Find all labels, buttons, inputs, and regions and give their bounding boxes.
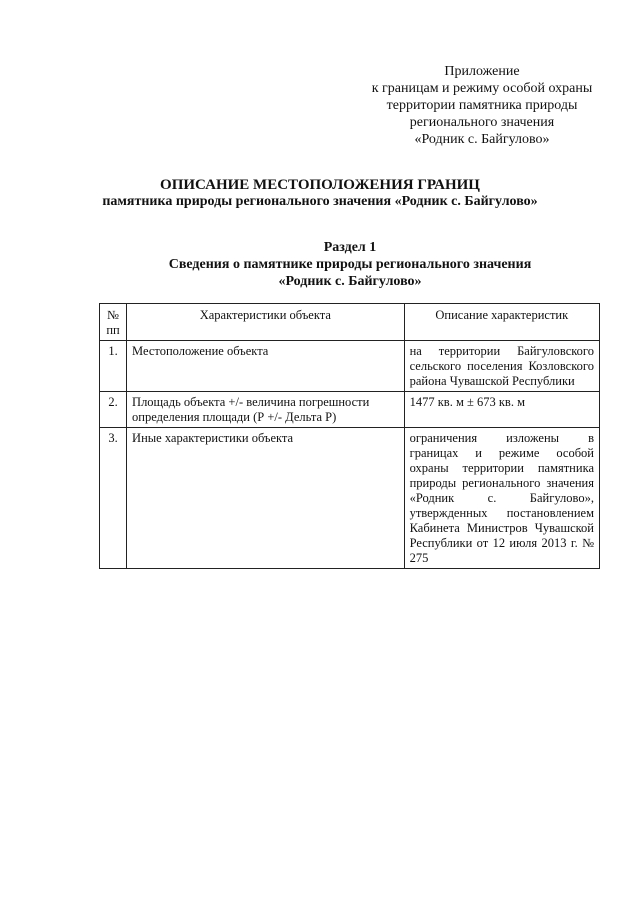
row-characteristic: Местоположение объекта	[127, 341, 405, 392]
row-description: на территории Байгуловского сельского поселения Козловского района Чувашской Республики	[404, 341, 599, 392]
table-row	[100, 341, 600, 392]
document-title: ОПИСАНИЕ МЕСТОПОЛОЖЕНИЯ ГРАНИЦ	[160, 177, 480, 193]
section-heading-block	[0, 239, 640, 290]
annex-line: территории памятника природы	[386, 98, 578, 113]
table-header-row	[100, 304, 600, 341]
row-characteristic: Площадь объекта +/- величина погрешности определения площади (Р +/- Дельта Р)	[127, 392, 405, 428]
column-header-characteristic: Характеристики объекта	[127, 304, 405, 341]
section-subtitle: Сведения о памятнике природы регионального значения	[168, 257, 532, 272]
section-heading: Раздел 1	[323, 240, 377, 255]
annex-line: регионального значения	[409, 115, 555, 130]
table-row	[100, 392, 600, 428]
row-characteristic: Иные характеристики объекта	[127, 428, 405, 569]
row-number: 3.	[100, 428, 127, 569]
row-number: 1.	[100, 341, 127, 392]
table-row	[100, 428, 600, 569]
row-description: ограничения изложены в границах и режиме особой охраны территории памятника природы регионального значения «Родник с. Байгулово», утвержденных постановлением Кабинета Министров Чувашской Республики от 12 июля 2013 г. № 275	[404, 428, 599, 569]
column-header-number: № пп	[100, 304, 127, 341]
annex-header	[360, 63, 604, 148]
row-number: 2.	[100, 392, 127, 428]
annex-line: «Родник с. Байгулово»	[414, 132, 550, 147]
column-header-description: Описание характеристик	[404, 304, 599, 341]
section-subtitle: «Родник с. Байгулово»	[278, 274, 422, 289]
row-description: 1477 кв. м ± 673 кв. м	[404, 392, 599, 428]
characteristics-table	[99, 303, 600, 569]
annex-line: к границам и режиму особой охраны	[371, 81, 593, 96]
document-subtitle: памятника природы регионального значения «Родник с. Байгулово»	[102, 194, 538, 209]
annex-line: Приложение	[444, 64, 520, 79]
